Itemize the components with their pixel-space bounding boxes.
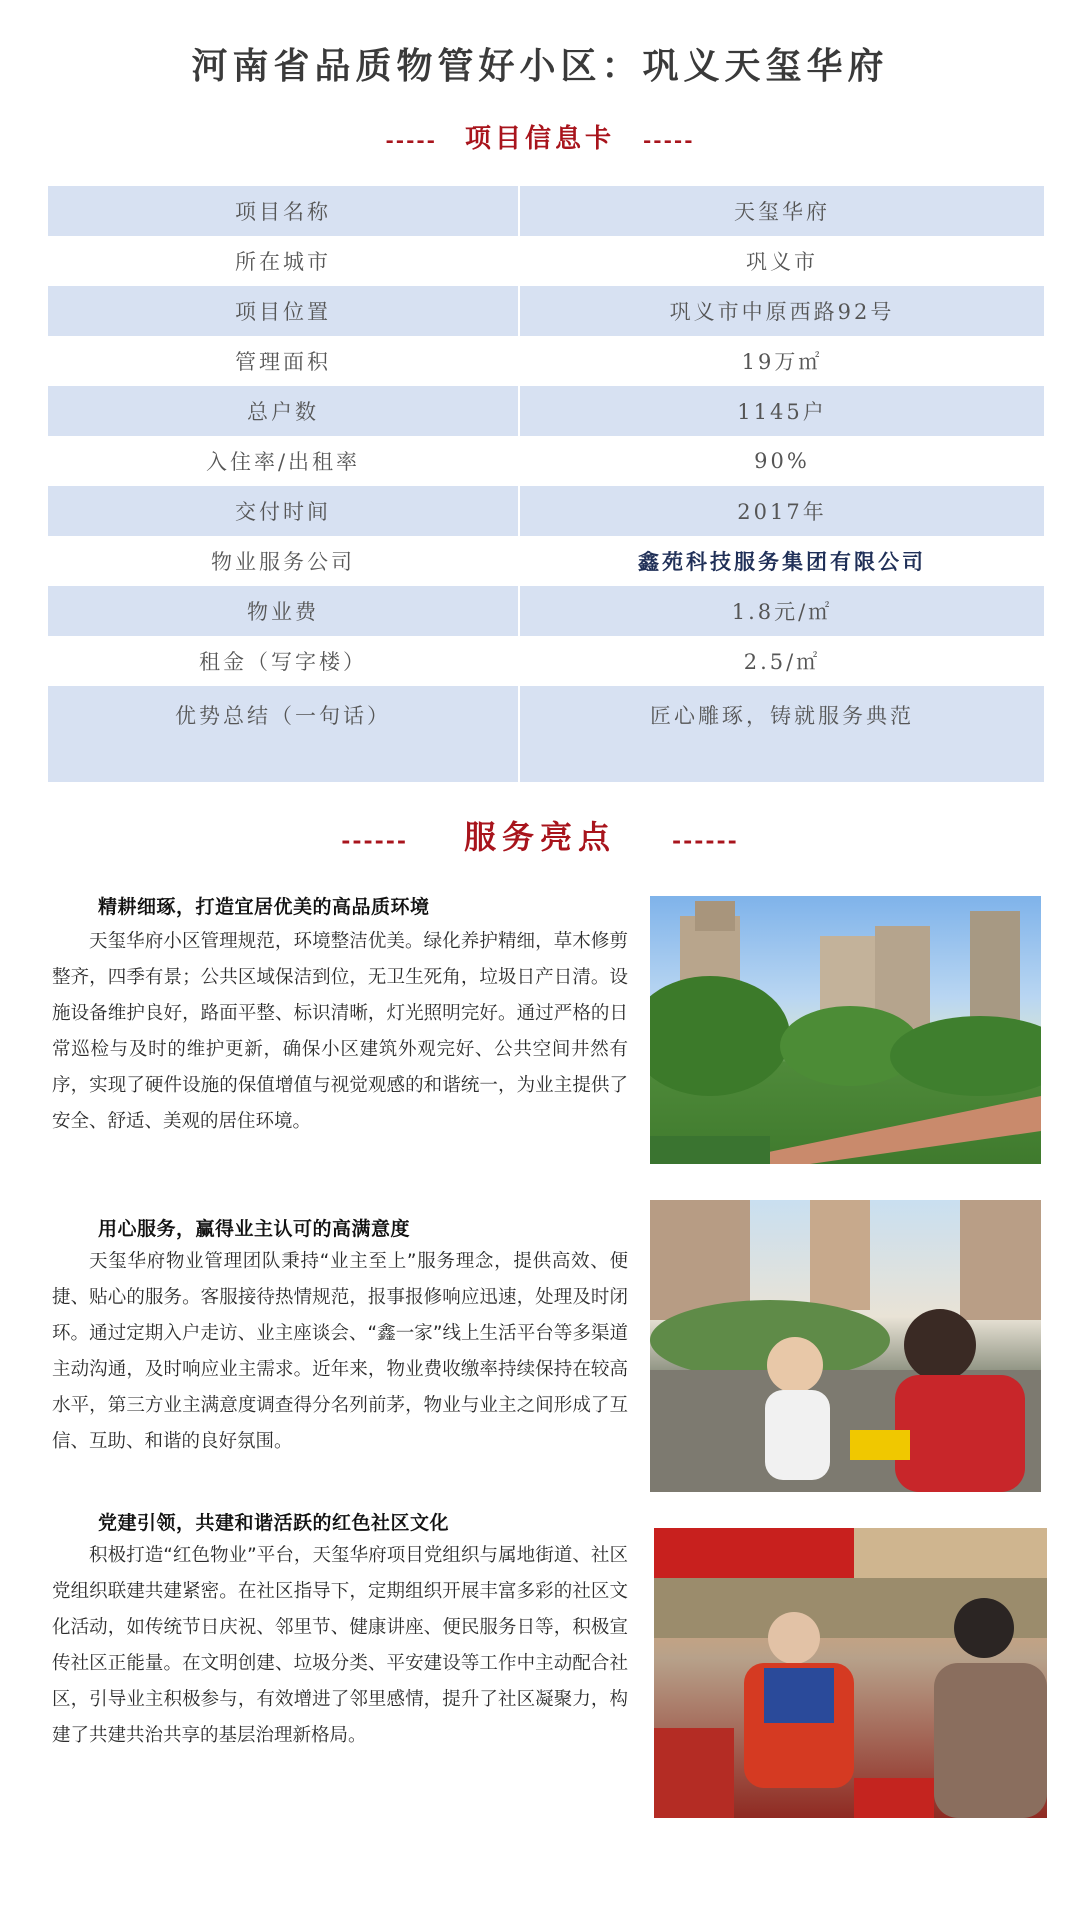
row-label: 管理面积 [48,336,519,386]
row-value: 19万㎡ [519,336,1044,386]
row-value: 90% [519,436,1044,486]
courtyard-photo-art [650,896,1041,1164]
table-row [48,586,1044,636]
service-photo-art [650,1200,1041,1492]
highlights-heading [0,812,1080,858]
highlight-title: 用心服务，赢得业主认可的高满意度 [98,1218,411,1240]
table-row [48,686,1044,782]
table-row [48,486,1044,536]
row-label: 优势总结（一句话） [48,686,519,782]
service-photo [650,1200,1041,1492]
row-label: 物业服务公司 [48,536,519,586]
highlight-body: 天玺华府物业管理团队秉持“业主至上”服务理念，提供高效、便捷、贴心的服务。客服接待热情规范，报事报修响应迅速，处理及时闭环。通过定期入户走访、业主座谈会、“鑫一家”线上生活平台等多渠道主动沟通，及时响应业主需求。近年来，物业费收缴率持续保持在较高水平，第三方业主满意度调查得分名列前茅，物业与业主之间形成了互信、互助、和谐的良好氛围。 [52,1251,628,1452]
row-value: 1145户 [519,386,1044,436]
row-label: 总户数 [48,386,519,436]
heading-dashes-right: ----- [643,128,695,152]
row-label: 所在城市 [48,236,519,286]
row-value: 天玺华府 [519,186,1044,236]
table-row [48,386,1044,436]
page-title: 河南省品质物管好小区：巩义天玺华府 [191,45,889,87]
row-value: 巩义市 [519,236,1044,286]
table-row [48,336,1044,386]
row-value: 2017年 [519,486,1044,536]
party-building-photo-art [654,1528,1047,1818]
row-value: 2.5/㎡ [519,636,1044,686]
info-card-heading [0,118,1080,155]
highlight-body: 积极打造“红色物业”平台，天玺华府项目党组织与属地街道、社区党组织联建共建紧密。在社区指导下，定期组织开展丰富多彩的社区文化活动，如传统节日庆祝、邻里节、健康讲座、便民服务日等，积极宣传社区正能量。在文明创建、垃圾分类、平安建设等工作中主动配合社区，引导业主积极参与，有效增进了邻里感情，提升了社区凝聚力，构建了共建共治共享的基层治理新格局。 [52,1545,628,1746]
highlight-title: 精耕细琢，打造宜居优美的高品质环境 [98,896,430,918]
highlight-title: 党建引领，共建和谐活跃的红色社区文化 [98,1512,450,1534]
row-value: 匠心雕琢，铸就服务典范 [519,686,1044,782]
row-label: 项目名称 [48,186,519,236]
heading-dashes-left: ----- [385,128,437,152]
heading-dashes-left: ------ [341,828,408,854]
heading-text: 项目信息卡 [464,124,615,154]
row-label: 租金（写字楼） [48,636,519,686]
heading-text: 服务亮点 [463,818,616,856]
table-row [48,186,1044,236]
courtyard-photo [650,896,1041,1164]
row-label: 入住率/出租率 [48,436,519,486]
row-label: 物业费 [48,586,519,636]
table-row [48,536,1044,586]
row-label: 项目位置 [48,286,519,336]
highlight-body: 天玺华府小区管理规范，环境整洁优美。绿化养护精细，草木修剪整齐，四季有景；公共区域保洁到位，无卫生死角，垃圾日产日清。设施设备维护良好，路面平整、标识清晰，灯光照明完好。通过严格的日常巡检与及时的维护更新，确保小区建筑外观完好、公共空间井然有序，实现了硬件设施的保值增值与视觉观感的和谐统一，为业主提供了安全、舒适、美观的居住环境。 [52,931,628,1132]
table-row [48,636,1044,686]
table-row [48,286,1044,336]
heading-dashes-right: ------ [672,828,739,854]
party-building-photo [654,1528,1047,1818]
row-label: 交付时间 [48,486,519,536]
row-value: 1.8元/㎡ [519,586,1044,636]
row-value: 巩义市中原西路92号 [519,286,1044,336]
table-row [48,236,1044,286]
row-value: 鑫苑科技服务集团有限公司 [519,536,1044,586]
project-info-table [48,186,1044,782]
table-row [48,436,1044,486]
